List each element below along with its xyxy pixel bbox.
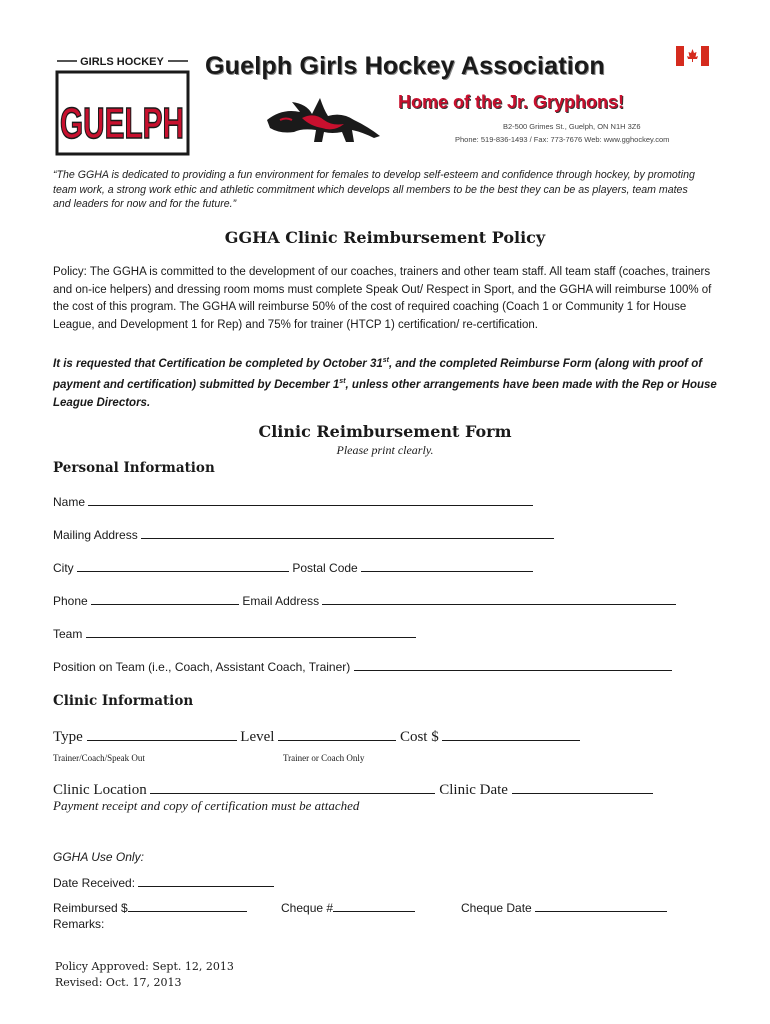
mission-statement: “The GGHA is dedicated to providing a fun environment for females to develop self-esteem and confidence through hockey, by promoting team work, a strong work ethic and athletic commitment which develops all members to be the best they can be as players, team mates and leaders for now and for the future.” bbox=[53, 169, 695, 210]
email-field[interactable] bbox=[322, 593, 676, 605]
cost-field[interactable] bbox=[442, 727, 580, 741]
name-field[interactable] bbox=[88, 494, 533, 506]
mailing-label: Mailing Address bbox=[53, 528, 138, 542]
phone-line: Phone: 519-836-1493 / Fax: 773-7676 Web: www.gghockey.com bbox=[455, 135, 670, 144]
level-label: Level bbox=[240, 729, 275, 745]
team-row bbox=[53, 626, 416, 641]
approved-date: Policy Approved: Sept. 12, 2013 bbox=[55, 960, 234, 973]
clinic-location-field[interactable] bbox=[150, 780, 435, 794]
phone-label: Phone bbox=[53, 594, 88, 608]
cheque-no-row bbox=[281, 900, 415, 915]
footer bbox=[55, 959, 234, 991]
revised-date: Revised: Oct. 17, 2013 bbox=[55, 976, 182, 989]
contact-info bbox=[455, 120, 705, 146]
reimbursed-field[interactable] bbox=[128, 900, 247, 912]
deadline-sup-2: st bbox=[339, 378, 346, 386]
cheque-date-label: Cheque Date bbox=[461, 901, 532, 915]
team-label: Team bbox=[53, 627, 83, 641]
date-received-field[interactable] bbox=[138, 875, 274, 887]
home-title: Home of the Jr. Gryphons! bbox=[398, 92, 625, 112]
cheque-no-label: Cheque # bbox=[281, 901, 334, 915]
mailing-row bbox=[53, 527, 554, 542]
phone-row bbox=[53, 593, 676, 608]
personal-info-title: Personal Information bbox=[53, 460, 215, 476]
date-received-label: Date Received: bbox=[53, 876, 136, 890]
type-row bbox=[53, 727, 580, 746]
form-heading: Clinic Reimbursement Form bbox=[258, 422, 512, 441]
cheque-date-row bbox=[461, 900, 667, 915]
print-note: Please print clearly. bbox=[336, 443, 434, 457]
remarks-label: Remarks: bbox=[53, 917, 105, 931]
cost-label: Cost $ bbox=[399, 729, 439, 745]
policy-text: Policy: The GGHA is committed to the development of our coaches, trainers and other team staff. All team staff (coaches, trainers and on-ice helpers) and dressing room moms must complete Speak Out/ Respect in Sport, and the GGHA will reimburse 100% of the cost of this program. The GGHA will reimburse 50% of the cost of required coaching (Coach 1 or Community 1 for House League, and Development 1 for Rep) and 75% for trainer (HTCP 1) certification/ re-certification. bbox=[53, 266, 712, 331]
deadline-text-3: , unless other arrangements have been made with the Rep or House League Directors. bbox=[53, 379, 717, 409]
cheque-date-field[interactable] bbox=[535, 900, 667, 912]
logo-main-text: GUELPH bbox=[60, 99, 184, 148]
office-use-title: GGHA Use Only: bbox=[53, 850, 144, 864]
logo-top-text: GIRLS HOCKEY bbox=[80, 56, 164, 68]
gryphon-mascot-icon bbox=[262, 90, 387, 145]
deadline-text-1: It is requested that Certification be completed by October 31 bbox=[53, 357, 383, 370]
type-label: Type bbox=[53, 729, 83, 745]
city-row bbox=[53, 560, 533, 575]
date-received-row bbox=[53, 875, 274, 890]
clinic-info-title: Clinic Information bbox=[53, 693, 194, 709]
type-field[interactable] bbox=[87, 727, 237, 741]
position-field[interactable] bbox=[354, 659, 672, 671]
location-label: Clinic Location bbox=[53, 782, 147, 798]
position-label: Position on Team (i.e., Coach, Assistant Coach, Trainer) bbox=[53, 660, 351, 674]
team-field[interactable] bbox=[86, 626, 416, 638]
deadline-text-2: , and the completed Reimburse Form (along with proof of payment and certification) submitted by December 1 bbox=[53, 357, 703, 392]
reimbursed-label: Reimbursed $ bbox=[53, 901, 128, 915]
policy-heading: GGHA Clinic Reimbursement Policy bbox=[224, 228, 546, 247]
level-field[interactable] bbox=[278, 727, 396, 741]
policy-deadline-note bbox=[53, 352, 723, 412]
address-line: B2-500 Grimes St., Guelph, ON N1H 3Z6 bbox=[503, 122, 641, 131]
cheque-no-field[interactable] bbox=[333, 900, 415, 912]
ggha-logo bbox=[55, 50, 190, 160]
org-title: Guelph Girls Hockey Association bbox=[205, 52, 605, 80]
canada-flag-icon bbox=[676, 46, 709, 66]
postal-code-field[interactable] bbox=[361, 560, 533, 572]
location-row bbox=[53, 780, 653, 799]
city-label: City bbox=[53, 561, 74, 575]
position-row bbox=[53, 659, 672, 674]
phone-field[interactable] bbox=[91, 593, 239, 605]
clinic-date-field[interactable] bbox=[512, 780, 653, 794]
city-field[interactable] bbox=[77, 560, 289, 572]
mailing-address-field[interactable] bbox=[141, 527, 554, 539]
clinic-date-label: Clinic Date bbox=[439, 782, 508, 798]
type-hint: Trainer/Coach/Speak Out bbox=[53, 753, 145, 763]
reimbursed-row bbox=[53, 900, 247, 915]
level-hint: Trainer or Coach Only bbox=[283, 753, 365, 763]
name-label: Name bbox=[53, 495, 86, 509]
name-row bbox=[53, 494, 533, 509]
deadline-sup-1: st bbox=[382, 357, 389, 364]
attach-note: Payment receipt and copy of certification must be attached bbox=[53, 798, 360, 813]
email-label: Email Address bbox=[242, 594, 320, 608]
postal-label: Postal Code bbox=[292, 561, 358, 575]
